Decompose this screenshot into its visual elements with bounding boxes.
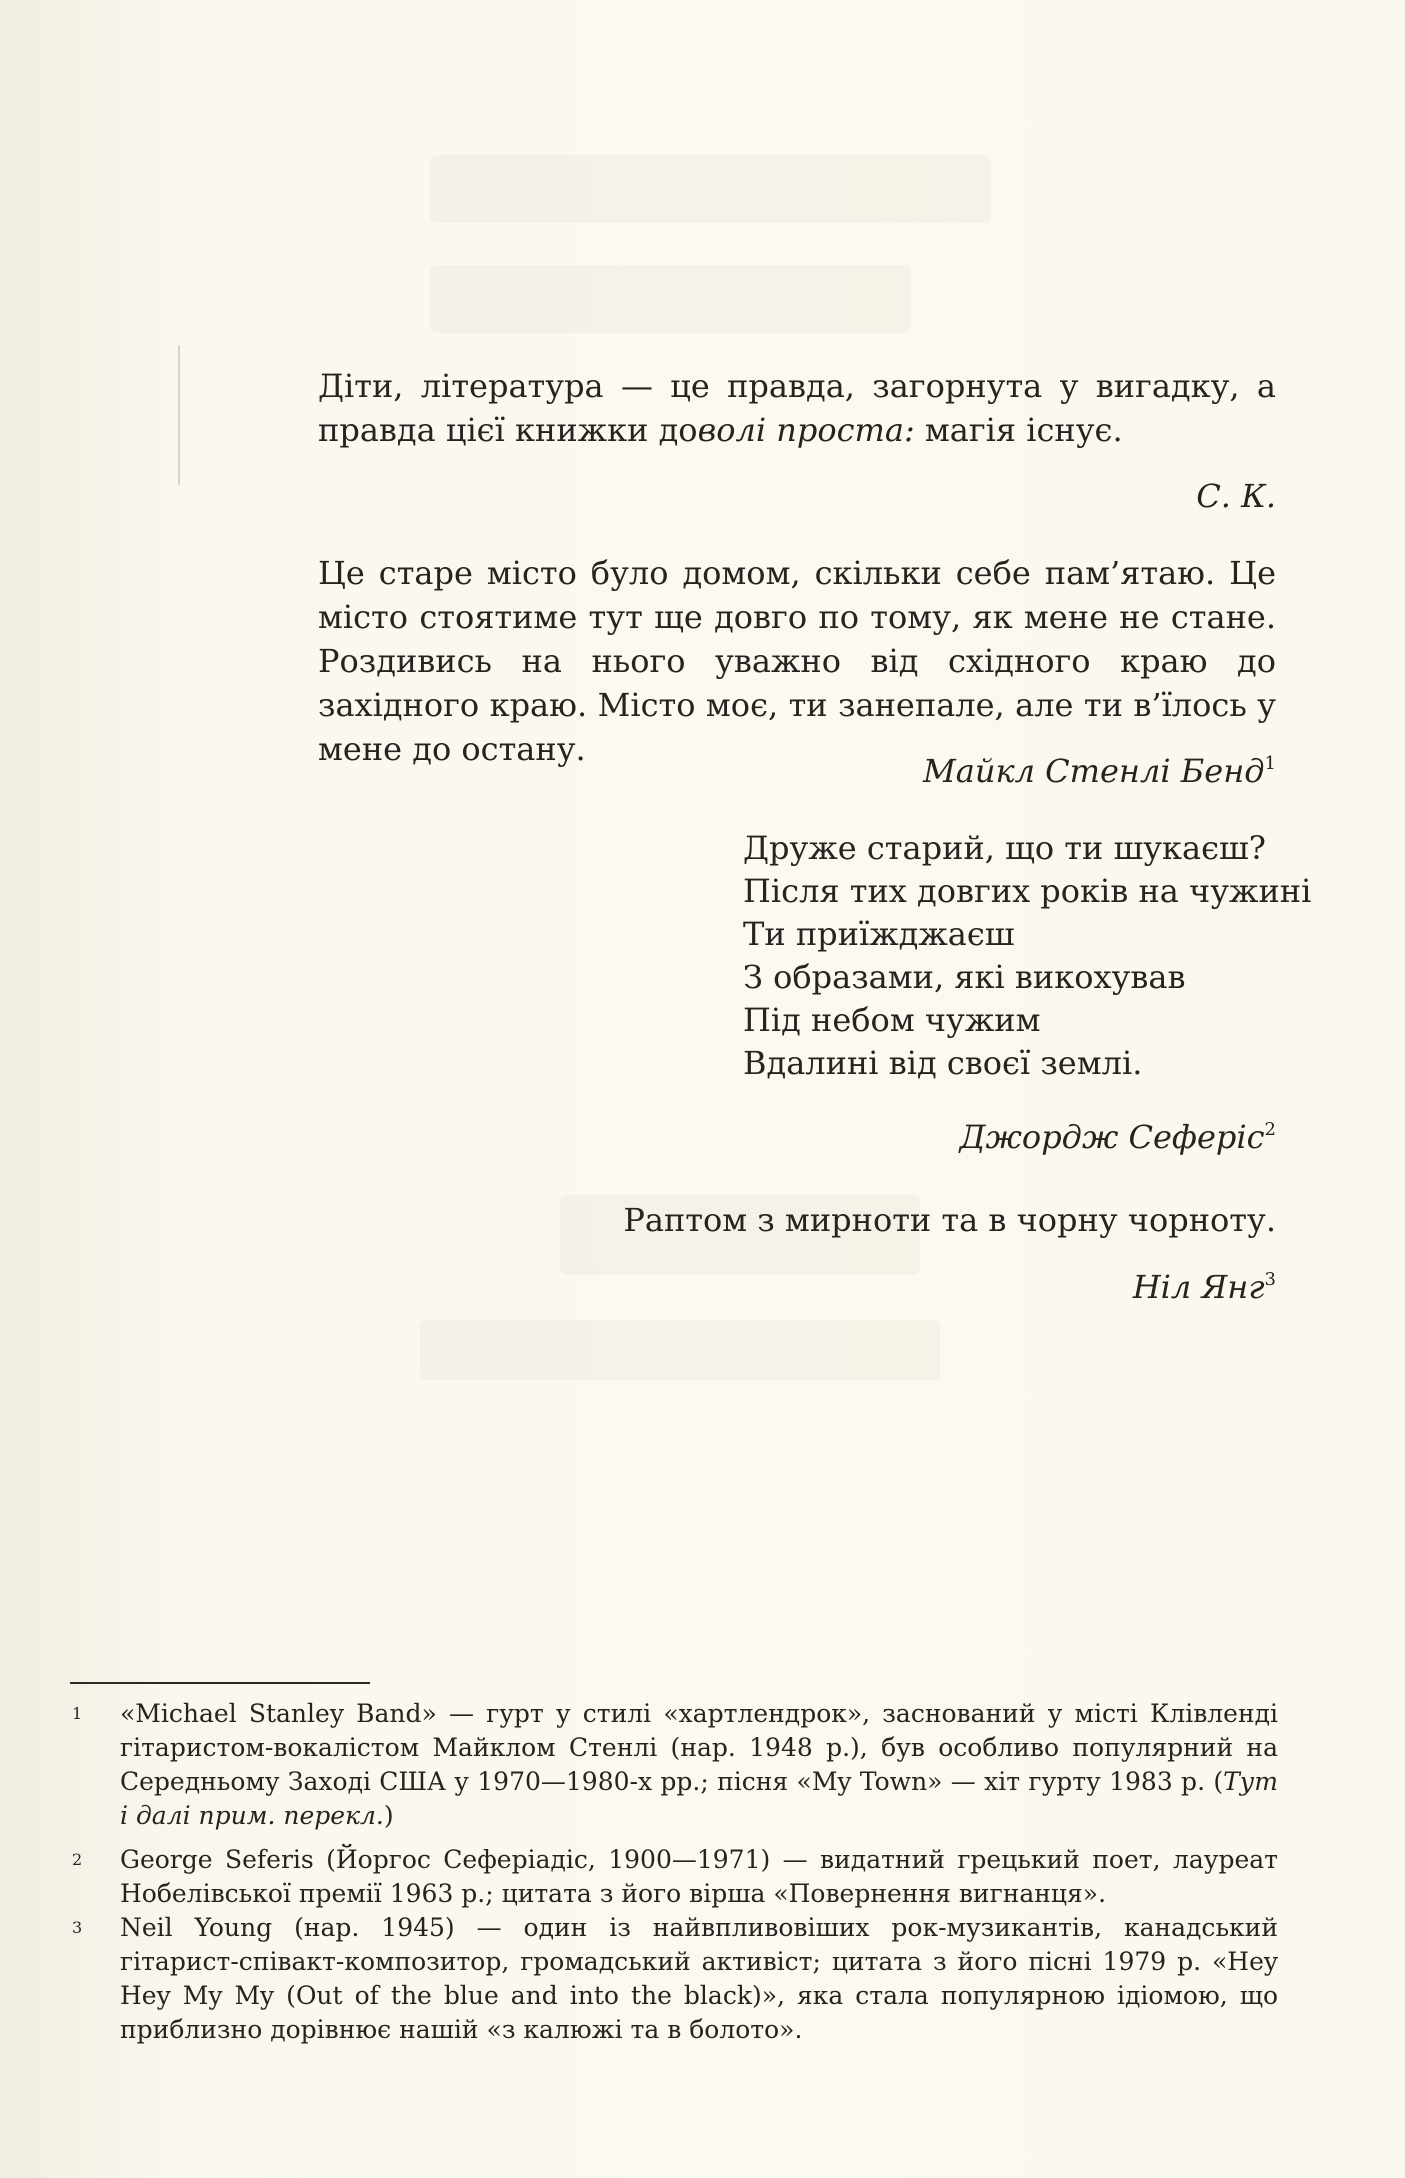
footnote-divider — [70, 1682, 370, 1684]
footnote-number: 1 — [72, 1704, 83, 1723]
footnote-1-italic: Тут і далі прим. перекл. — [120, 1767, 1278, 1830]
epigraph-1-attribution: С. К. — [1196, 477, 1276, 515]
page-edge-mark — [178, 345, 180, 485]
poem-epigraph — [743, 827, 1311, 1085]
poem-line: Друже старий, що ти шукаєш? — [743, 829, 1266, 867]
poem-author: Джордж Сеферіс — [959, 1118, 1265, 1156]
footnote-ref-1[interactable]: 1 — [1264, 753, 1276, 774]
footnote-1 — [120, 1697, 1278, 1833]
epigraph-4-author: Ніл Янг — [1132, 1268, 1265, 1306]
epigraph-1 — [318, 364, 1276, 452]
show-through-shadow — [430, 155, 990, 223]
footnote-2: George Seferis (Йоргос Сеферіадіс, 1900—1971) — видатний грецький поет, лауреат Нобелівської премії 1963 р.; цитата з його вірша «Повернення вигнанця». — [120, 1845, 1278, 1908]
footnote-ref-3[interactable]: 3 — [1264, 1269, 1276, 1290]
poem-line: Після тих довгих років на чужині — [743, 872, 1312, 910]
footnote-1-text: «Michael Stanley Band» — гурт у стилі «хартлендрок», заснований у місті Клівленді гітаристом-вокалістом Майклом Стенлі (нар. 1948 р.), був особливо популярний на Середньому Заході США у 1970—1980-х рр.; пісня «My Town» — хіт гурту 1983 р. ( — [120, 1699, 1278, 1796]
footnote-1-end: ) — [383, 1801, 394, 1830]
epigraph-1-text-end: магія існує. — [914, 411, 1123, 449]
show-through-shadow — [420, 1320, 940, 1380]
footnote-ref-2[interactable]: 2 — [1264, 1119, 1276, 1140]
epigraph-1-text: Діти, література — це правда, загорнута у вигадку, а правда цієї книжки до — [318, 367, 1276, 449]
epigraph-1-italic: волі проста: — [697, 411, 915, 449]
poem-attribution — [960, 1115, 1276, 1159]
poem-line: З образами, які викохував — [743, 958, 1186, 996]
footnote-number: 3 — [72, 1918, 83, 1937]
footnote-3: Neil Young (нар. 1945) — один із найвпливовіших рок-музикантів, канадський гітарист-співакт-композитор, громадський активіст; цитата з його пісні 1979 р. «Hey Hey My My (Out of the blue and into the black)», яка стала популярною ідіомою, що приблизно дорівнює нашій «з калюжі та в болото». — [120, 1913, 1278, 2044]
epigraph-2: Це старе місто було домом, скільки себе пам’ятаю. Це місто стоятиме тут ще довго по тому, як мене не стане. Роздивись на нього уважно від східного краю до західного краю. Місто моє, ти занепале, але ти в’їлось у мене до остану. — [318, 554, 1276, 768]
epigraph-4: Раптом з мирноти та в чорну чорноту. — [623, 1201, 1276, 1239]
footnote-number: 2 — [72, 1850, 83, 1869]
show-through-shadow — [430, 265, 910, 333]
epigraph-4-attribution — [1133, 1265, 1276, 1309]
poem-line: Під небом чужим — [743, 1001, 1041, 1039]
epigraph-2-attribution — [923, 749, 1276, 793]
poem-line: Вдалині від своєї землі. — [743, 1044, 1143, 1082]
poem-line: Ти приїжджаєш — [743, 915, 1015, 953]
epigraph-2-author: Майкл Стенлі Бенд — [923, 752, 1265, 790]
